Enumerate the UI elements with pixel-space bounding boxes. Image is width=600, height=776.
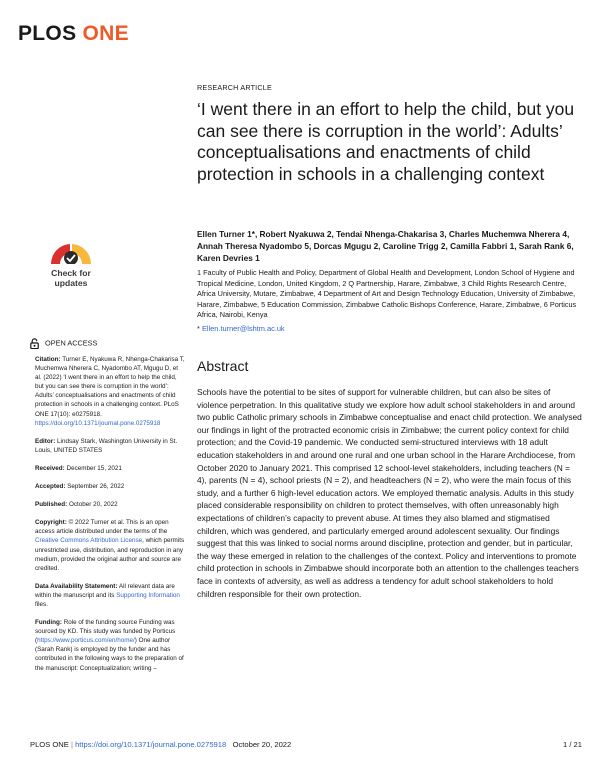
affiliations: 1 Faculty of Public Health and Policy, Department of Global Health and Development, London School of Hygiene and Tropical Medicine, London, United Kingdom, 2 Q Partnership, Harare, Zimbabwe, 3 Child Rights Research Centre, Africa University, Mutare, Zimbabwe, 4 Department of Art and Design Technology Education, University of Zimbabwe, Harare, Zimbabwe, 5 Education Commission, Zimbabwe Catholic Bishops Conference, Harare, Zimbabwe, 6 Porticus Africa, Nairobi, Kenya xyxy=(197,268,577,319)
accepted-block: Accepted: September 26, 2022 xyxy=(35,483,125,491)
abstract-text: Schools have the potential to be sites of support for vulnerable children, but can also be sites of violence perpetration. In this qualitative study we explore how adult school stakeholders in and around two public Catholic primary schools in Zimbabwe conceptualise and enact child protection. We analysed our findings in light of the protracted economic crisis in Zimbabwe; the current policy context for child protection; and the Covid-19 pandemic. We conducted semi-structured interviews with 18 adult education stakeholders in and around one rural and one urban school in the Harare Archdiocese, from October 2020 to January 2021. This comprised 12 school-level stakeholders, including teachers (N = 4), parents (N = 4), school priests (N = 2), and headteachers (N = 2), who were the main focus of this study, and a further 6 high-level education actors. We employed thematic analysis. Adults in this study placed considerable responsibility on children to protect themselves, with often unreasonably high expectations of children’s capacity to prevent abuse. At times they also blamed and stigmatised children, which was gendered, and particularly emerged around adolescent sexuality. Our findings suggest that this was linked to social norms around discipline, protection and gender, but in particular, the way these emerged in relation to the challenges of the context. Policy and interventions to promote child protection in schools in Zimbabwe should incorporate both an attention to the challenges teachers face in contexts of adversity, as well as address a tendency for adult school stakeholders to hold children responsible for their own protection. xyxy=(197,387,582,599)
crossmark-icon xyxy=(46,238,96,264)
article-type: RESEARCH ARTICLE xyxy=(197,83,272,92)
open-access-badge xyxy=(30,338,97,349)
crossmark-label: Check for updates xyxy=(51,268,91,288)
article-info-sidebar xyxy=(35,355,185,682)
logo-plos: PLOS xyxy=(18,22,77,45)
open-lock-icon xyxy=(30,338,39,349)
received-block: Received: December 15, 2021 xyxy=(35,464,122,472)
citation-doi-link[interactable]: https://doi.org/10.1371/journal.pone.0275918 xyxy=(35,419,161,427)
abstract-heading: Abstract xyxy=(197,358,249,374)
published-block: Published: October 20, 2022 xyxy=(35,501,118,509)
license-link[interactable]: Creative Commons Attribution License xyxy=(35,537,143,545)
author-list: Ellen Turner 1*, Robert Nyakuwa 2, Tendai Nhenga-Chakarisa 3, Charles Muchemwa Nherera 4, Annah Theresa Nyadombo 5, Dorcas Mgugu 2, Caroline Trigg 2, Camilla Fabbri 1, Sarah Rank 6, Karen Devries 1 xyxy=(197,229,574,263)
footer-citation xyxy=(30,740,291,749)
open-access-label: OPEN ACCESS xyxy=(45,338,98,348)
data-availability-block: Data Availability Statement: All relevant data are within the manuscript and its Supporting Information files. xyxy=(35,582,180,608)
footer-separator: | xyxy=(70,740,73,749)
footer-journal: PLOS ONE xyxy=(30,740,69,749)
footer-doi-link[interactable]: https://doi.org/10.1371/journal.pone.0275918 xyxy=(75,740,227,749)
editor-block: Editor: Lindsay Stark, Washington University in St. Louis, UNITED STATES xyxy=(35,437,178,454)
article-title: ‘I went there in an effort to help the child, but you can see there is corruption in the world’: Adults’ conceptualisations and enactments of child protection in schools in a challenging context xyxy=(197,99,575,184)
funder-link[interactable]: https://www.porticus.com/en/home/ xyxy=(37,637,135,645)
supporting-information-link[interactable]: Supporting Information xyxy=(116,591,180,599)
corresponding-email-link[interactable]: Ellen.turner@lshtm.ac.uk xyxy=(201,324,285,333)
corresponding-author xyxy=(197,324,285,333)
funding-block: Funding: Role of the funding source Funding was sourced by KD. This study was funded by Porticus (https://www.porticus.com/en/home/) One author (Sarah Rank) is employed by the funder and has contributed in the following ways to the preparation of the manuscript: Conceptualization; writing – xyxy=(35,619,184,672)
citation-block: Citation: Turner E, Nyakuwa R, Nhenga-Chakarisa T, Muchemwa Nherera C, Nyadombo AT, Mgugu D, et al. (2022) ‘I went there in an effort to help the child, but you can see there is corruption in the world’: Adults’ conceptualisations and enactments of child protection in schools in a challenging context. PLoS ONE 17(10): e0275918. https://doi.org/10.1371/journal.pone.0275918 xyxy=(35,356,185,427)
logo-one: ONE xyxy=(82,22,129,45)
page-footer xyxy=(30,740,582,754)
copyright-block: Copyright: © 2022 Turner et al. This is an open access article distributed under the terms of the Creative Commons Attribution License, which permits unrestricted use, distribution, and reproduction in any medium, provided the original author and source are credited. xyxy=(35,519,185,572)
crossmark-badge[interactable] xyxy=(36,238,106,296)
footer-page-number: 1 / 21 xyxy=(563,740,582,749)
footer-date: October 20, 2022 xyxy=(232,740,292,749)
journal-logo xyxy=(18,22,129,46)
corresponding-marker: * xyxy=(197,324,200,333)
